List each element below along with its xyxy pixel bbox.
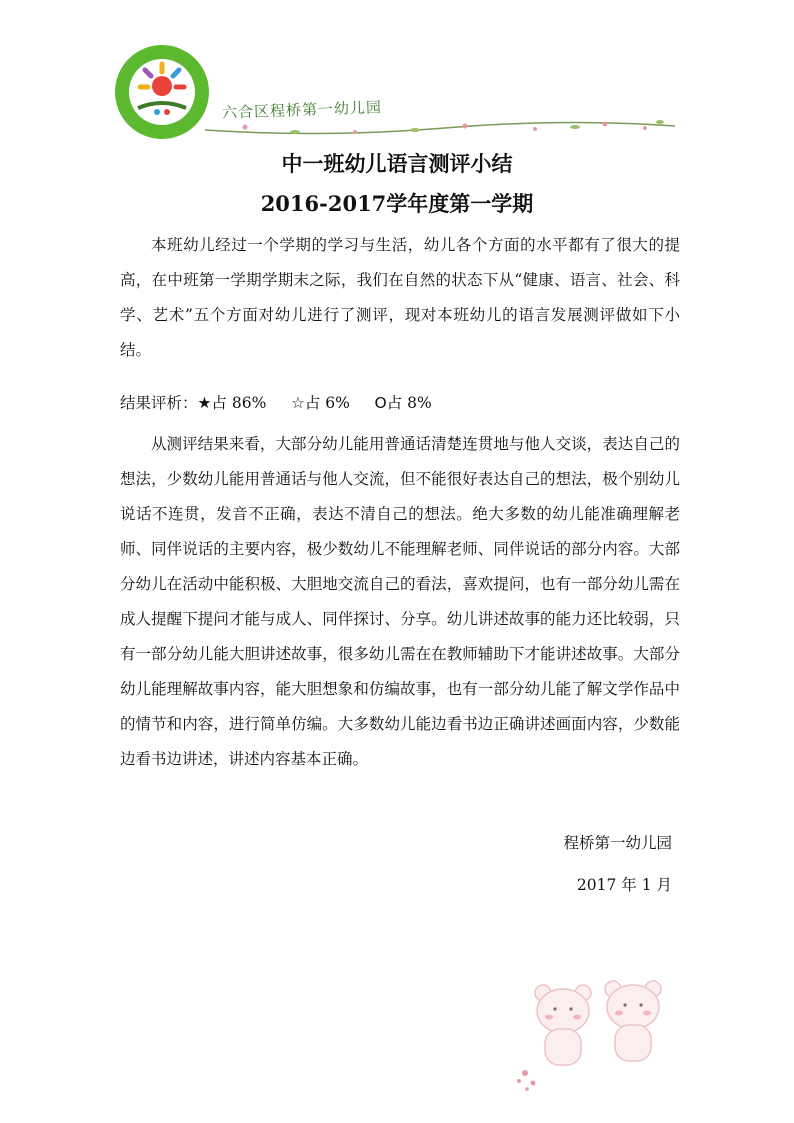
report-title: 中一班幼儿语言测评小结 (281, 151, 513, 176)
result-summary (120, 386, 432, 421)
intro-paragraph: 本班幼儿经过一个学期的学习与生活，幼儿各个方面的水平都有了很大的提高，在中班第一学期学期末之际，我们在自然的状态下从“健康、语言、社会、科学、艺术”五个方面对幼儿进行了测评，现对本班幼儿的语言发展测评做如下小结。 (120, 236, 680, 359)
result-label: 结果评析： (120, 394, 198, 412)
bear-decoration-icon (505, 975, 675, 1095)
header-school-name: 六合区程桥第一幼儿园 (221, 98, 383, 122)
analysis-paragraph: 从测评结果来看，大部分幼儿能用普通话清楚连贯地与他人交谈，表达自己的想法，少数幼儿能用普通话与他人交流，但不能很好表达自己的想法，极个别幼儿说话不连贯，发音不正确，表达不清自己的想法。绝大多数的幼儿能准确理解老师、同伴说话的主要内容，极少数幼儿不能理解老师、同伴说话的部分内容。大部分幼儿在活动中能积极、大胆地交流自己的看法，喜欢提问，也有一部分幼儿需在成人提醒下提问才能与成人、同伴探讨、分享。幼儿讲述故事的能力还比较弱，只有一部分幼儿能大胆讲述故事，很多幼儿需在在教师辅助下才能讲述故事。大部分幼儿能理解故事内容，能大胆想象和仿编故事，也有一部分幼儿能了解文学作品中的情节和内容，进行简单仿编。大多数幼儿能边看书边正确讲述画面内容，少数能边看书边讲述，讲述内容基本正确。 (120, 435, 680, 768)
signature-date: 2017 年 1 月 (576, 876, 672, 894)
school-logo (112, 42, 212, 142)
hollow-star-icon: ☆ (290, 394, 305, 412)
signature-org: 程桥第一幼儿园 (563, 834, 672, 852)
circle-icon: O (374, 394, 387, 412)
filled-star-icon: ★ (197, 394, 212, 412)
report-subtitle: 2016-2017学年度第一学期 (260, 191, 534, 216)
result-value: 占 8% (386, 394, 432, 412)
result-value: 占 6% (304, 394, 350, 412)
page-header (0, 0, 794, 150)
result-value: 占 86% (211, 394, 267, 412)
